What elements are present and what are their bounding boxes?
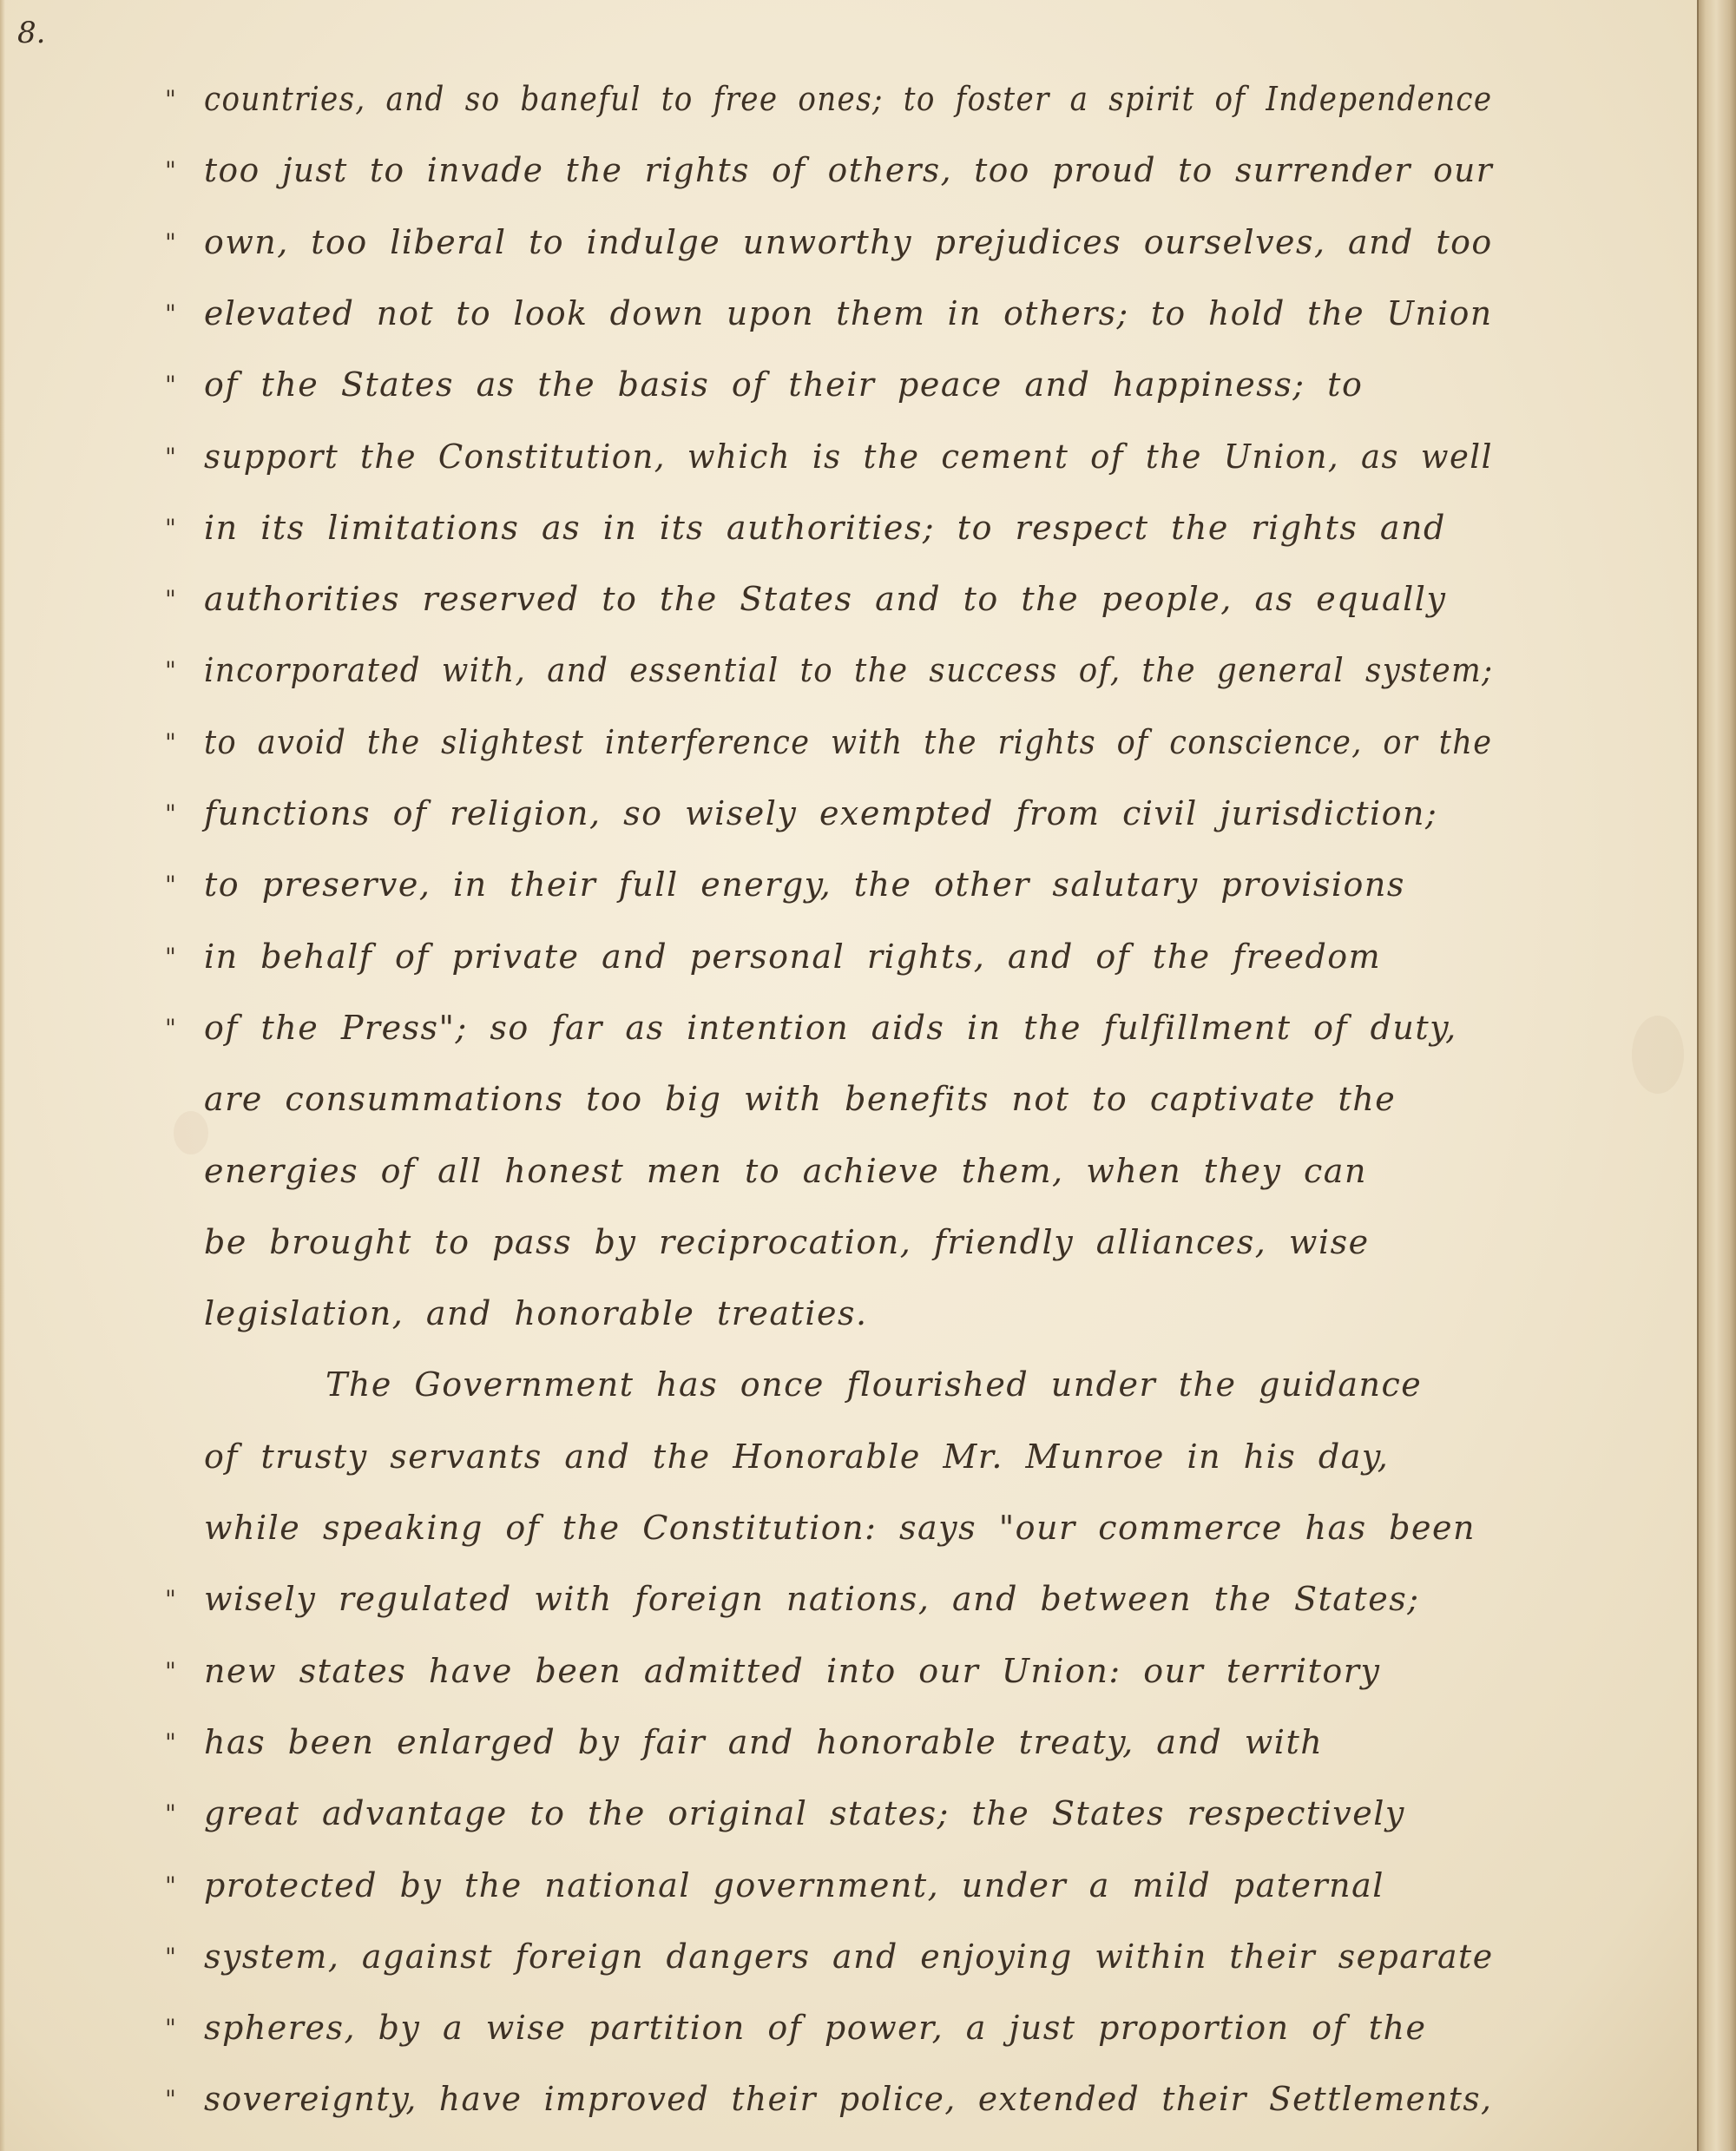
quotation-mark: " — [165, 1656, 176, 1686]
quotation-mark: " — [165, 2014, 176, 2043]
manuscript-line — [0, 2009, 1649, 2078]
quotation-mark: " — [165, 656, 176, 686]
manuscript-line — [0, 937, 1649, 1007]
quotation-mark: " — [165, 799, 176, 828]
line-text: has been enlarged by fair and honorable treaty, and with — [204, 1722, 1324, 1761]
line-text: authorities reserved to the States and to the people, as equally — [204, 580, 1447, 619]
line-text: system, against foreign dangers and enjoying within their separate — [204, 1937, 1494, 1976]
line-text: while speaking of the Constitution: says "our commerce has been — [204, 1509, 1476, 1547]
manuscript-line — [0, 223, 1649, 293]
quotation-mark: " — [165, 371, 176, 400]
quotation-mark: " — [165, 1942, 176, 1971]
line-text: support the Constitution, which is the cement of the Union, as well — [204, 437, 1493, 476]
line-text: be brought to pass by reciprocation, friendly alliances, wise — [204, 1222, 1370, 1261]
manuscript-line — [0, 1080, 1649, 1149]
line-text: of the Press"; so far as intention aids in the fulfillment of duty, — [204, 1008, 1457, 1047]
manuscript-line — [0, 1937, 1649, 2007]
manuscript-line — [0, 294, 1649, 364]
line-text: in behalf of private and personal rights, and of the freedom — [204, 937, 1382, 976]
manuscript-line — [0, 1009, 1649, 1078]
quotation-mark: " — [165, 442, 176, 471]
manuscript-line — [0, 1223, 1649, 1293]
quotation-mark: " — [165, 727, 176, 757]
quotation-mark: " — [165, 227, 176, 257]
manuscript-line — [0, 2080, 1649, 2149]
line-text: too just to invade the rights of others, too proud to surrender our — [204, 151, 1494, 190]
line-text: legislation, and honorable treaties. — [204, 1294, 868, 1333]
manuscript-line — [0, 365, 1649, 435]
page-number: 8. — [17, 16, 46, 50]
line-text: sovereignty, have improved their police, extended their Settlements, — [204, 2080, 1493, 2119]
line-text: own, too liberal to indulge unworthy prejudices ourselves, and too — [204, 222, 1493, 261]
line-text: functions of religion, so wisely exempted from civil jurisdiction; — [204, 794, 1438, 832]
manuscript-line — [0, 151, 1649, 220]
manuscript-line — [0, 1866, 1649, 1936]
quotation-mark: " — [165, 1799, 176, 1829]
quotation-mark: " — [165, 942, 176, 971]
manuscript-line — [0, 1723, 1649, 1792]
line-text: energies of all honest men to achieve them, when they can — [204, 1151, 1367, 1190]
line-text: protected by the national government, under a mild paternal — [204, 1865, 1384, 1904]
quotation-mark: " — [165, 513, 176, 543]
manuscript-line — [0, 1294, 1649, 1364]
manuscript-line — [0, 1580, 1649, 1649]
page-spine-fold — [1697, 0, 1736, 2151]
quotation-mark: " — [165, 156, 176, 186]
manuscript-line — [0, 651, 1649, 720]
line-text: in its limitations as in its authorities; to respect the rights and — [204, 508, 1446, 547]
manuscript-line — [0, 437, 1649, 507]
manuscript-line — [0, 794, 1649, 864]
quotation-mark: " — [165, 1013, 176, 1043]
line-text: of trusty servants and the Honorable Mr. Munroe in his day, — [204, 1437, 1390, 1476]
line-text: of the States as the basis of their peace and happiness; to — [204, 365, 1364, 405]
quotation-mark: " — [165, 585, 176, 615]
manuscript-line — [0, 723, 1649, 793]
manuscript-line — [0, 1365, 1649, 1435]
manuscript-line — [0, 1437, 1649, 1507]
line-text: wisely regulated with foreign nations, and between the States; — [204, 1580, 1420, 1619]
line-text: new states have been admitted into our Union: our territory — [204, 1651, 1381, 1690]
quotation-mark: " — [165, 1585, 176, 1615]
manuscript-line — [0, 1509, 1649, 1578]
quotation-mark: " — [165, 1727, 176, 1757]
line-text: incorporated with, and essential to the success of, the general system; — [204, 651, 1494, 690]
manuscript-line — [0, 1152, 1649, 1221]
line-text: The Government has once flourished under the guidance — [326, 1365, 1423, 1404]
line-text: to avoid the slightest interference with the rights of conscience, or the — [204, 722, 1493, 761]
manuscript-line — [0, 580, 1649, 649]
line-text: to preserve, in their full energy, the other salutary provisions — [204, 865, 1405, 904]
quotation-mark: " — [165, 2085, 176, 2115]
manuscript-line — [0, 1794, 1649, 1864]
manuscript-line — [0, 509, 1649, 578]
line-text: are consummations too big with benefits not to captivate the — [204, 1080, 1397, 1119]
quotation-mark: " — [165, 871, 176, 900]
line-text: great advantage to the original states; the States respectively — [204, 1794, 1405, 1833]
quotation-mark: " — [165, 1871, 176, 1900]
manuscript-line — [0, 1652, 1649, 1721]
line-text: countries, and so baneful to free ones; to foster a spirit of Independence — [204, 80, 1493, 118]
quotation-mark: " — [165, 299, 176, 328]
manuscript-line — [0, 80, 1649, 149]
manuscript-line — [0, 865, 1649, 935]
quotation-mark: " — [165, 85, 176, 114]
line-text: spheres, by a wise partition of power, a just proportion of the — [204, 2009, 1427, 2048]
line-text: elevated not to look down upon them in others; to hold the Union — [204, 293, 1493, 332]
